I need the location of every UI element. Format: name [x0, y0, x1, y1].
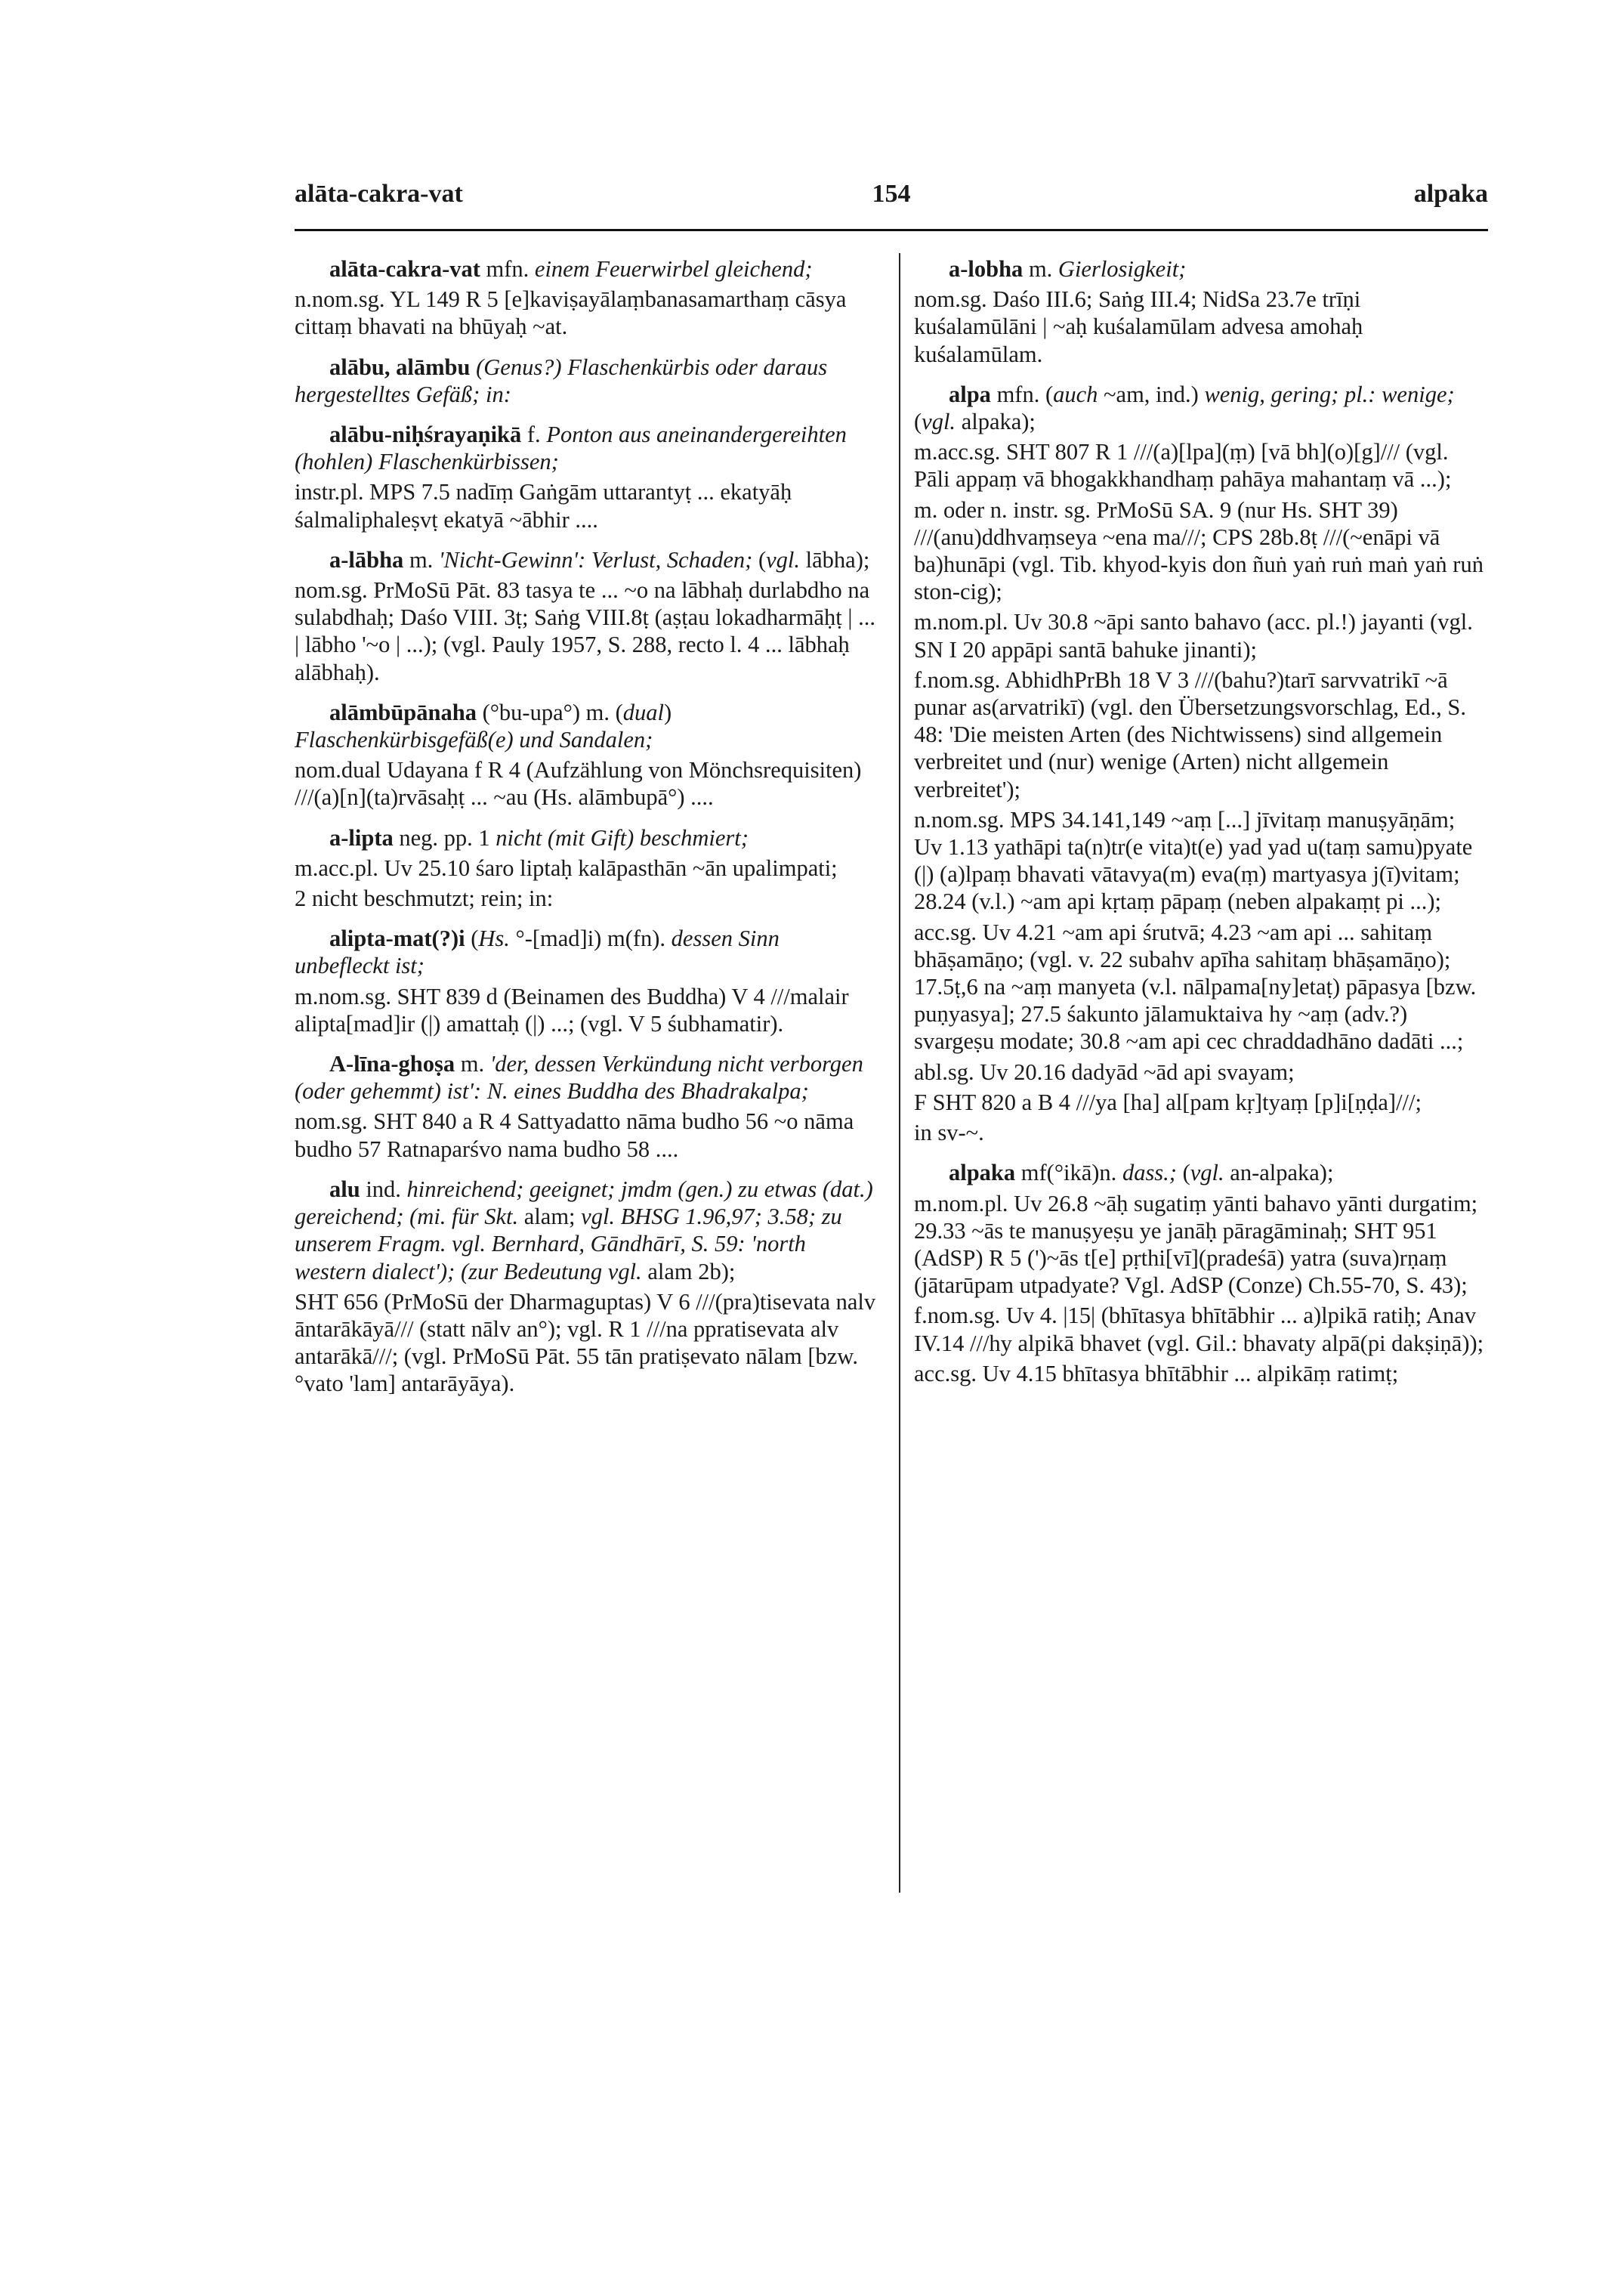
entry-gloss: Ponton aus aneinandergereihten (hohlen) Flaschenkürbissen;: [295, 422, 847, 475]
entry-definition: [295, 546, 876, 573]
entry-citation: SHT 656 (PrMoSū der Dharmaguptas) V 6 ///(pra)tisevata nalv āntarākāyā/// (statt nālv an°); vgl. R 1 ///na ppratisevata alv antarākā///; (vgl. PrMoSū Pāt. 55 tān pratiṣevato nālam [bzw. °vato 'lam] antarāyāya).: [295, 1288, 876, 1397]
entry-definition: [295, 1176, 876, 1285]
entry-lemma: A-līna-ghoṣa: [329, 1051, 455, 1077]
entry-gloss: alam;: [518, 1204, 582, 1230]
entry-gloss: 'der, dessen Verkündung nicht verborgen (oder gehemmt) ist': N. eines Buddha des Bhadrakalpa;: [295, 1051, 863, 1105]
left-column: [295, 255, 876, 1411]
entry-definition: [295, 255, 876, 283]
entry-lemma: alu: [329, 1176, 360, 1202]
entry-gloss: (: [465, 926, 479, 952]
entry-citation: abl.sg. Uv 20.16 dadyād ~ād api svayam;: [914, 1059, 1295, 1085]
entry-lemma: alābu, alāmbu: [329, 354, 471, 380]
entry-definition: [295, 1050, 876, 1105]
entry-gloss: dass.;: [1122, 1160, 1177, 1186]
right-column: [914, 255, 1488, 1400]
dictionary-entry: [914, 1159, 1488, 1387]
dictionary-entry: [914, 255, 1488, 368]
entry-gloss: alam 2b);: [641, 1258, 736, 1284]
entry-definition: [914, 1159, 1488, 1186]
entry-gloss: hinreichend; geeignet; jmdm (gen.) zu etwas (dat.) gereichend; (mi. für Skt.: [295, 1176, 873, 1230]
entry-gloss: (°bu-upa°) m. (: [476, 699, 623, 725]
entry-citation: acc.sg. Uv 4.21 ~am api śrutvā; 4.23 ~am api ... sahitaṃ bhāṣamāṇo; (vgl. v. 22 subahv apīha sahitaṃ bhāṣamāṇo); 17.5ṭ,6 na ~aṃ manyeta (v.l. nālpama[ny]etaṭ) pāpasya [bzw. puṇyasya]; 27.5 śakunto jālamuktaiva hy ~aṃ (adv.?) svargeṣu modate; 30.8 ~am api cec chraddadhāno dadāti ...;: [914, 919, 1477, 1055]
entry-lemma: a-lobha: [949, 256, 1023, 282]
entry-gloss: mf(°ikā)n.: [1015, 1160, 1122, 1186]
entry-definition: [295, 699, 876, 753]
entry-definition: [295, 925, 876, 979]
entry-gloss: 'Nicht-Gewinn': Verlust, Schaden;: [438, 546, 753, 573]
entry-citation: acc.sg. Uv 4.15 bhītasya bhītābhir ... alpikāṃ ratimṭ;: [914, 1360, 1399, 1386]
entry-lemma: alāmbūpānaha: [329, 699, 477, 725]
entry-gloss: dessen Sinn unbefleckt ist;: [295, 926, 780, 979]
entry-gloss: lābha);: [800, 546, 870, 573]
entry-gloss: mfn. (: [990, 381, 1054, 407]
entry-citation: 2 nicht beschmutzt; rein; in:: [295, 886, 554, 912]
header-right-keyword: alpaka: [1413, 180, 1488, 208]
entry-citation: nom.sg. Daśo III.6; Saṅg III.4; NidSa 23.7e trīṇi kuśalamūlāni | ~aḥ kuśalamūlam advesa amohaḥ kuśalamūlam.: [914, 286, 1363, 367]
entry-citation: nom.sg. SHT 840 a R 4 Sattyadatto nāma budho 56 ~o nāma budho 57 Ratnaparśvo nama budho 58 ....: [295, 1108, 854, 1162]
entry-gloss: vgl. BHSG 1.96,97; 3.58; zu unserem Fragm. vgl. Bernhard, Gāndhārī, S. 59: 'north western dialect'); (zur Bedeutung vgl.: [295, 1204, 842, 1284]
entry-definition: [914, 381, 1488, 435]
entry-lemma: alpaka: [949, 1160, 1016, 1186]
entry-gloss: alpaka);: [956, 409, 1036, 435]
entry-gloss: Flaschenkürbisgefäß(e) und Sandalen;: [295, 727, 653, 753]
entry-citation: m. oder n. instr. sg. PrMoSū SA. 9 (nur Hs. SHT 39) ///(anu)ddhvaṃseya ~ena ma///; CPS 28b.8ṭ ///(~enāpi vā ba)hunāpi (vgl. Tib. khyod-kyis don ñuṅ yaṅ ruṅ maṅ yaṅ ruṅ ston-cig);: [914, 496, 1484, 605]
entry-citation: m.acc.sg. SHT 807 R 1 ///(a)[lpa](ṃ) [vā bh](o)[g]/// (vgl. Pāli appaṃ vā bhogakkhandhaṃ pahāya mahantaṃ vā ...);: [914, 439, 1452, 493]
entry-gloss: (: [752, 546, 767, 573]
entry-lemma: alābu-niḥśrayaṇikā: [329, 422, 522, 448]
entry-citation: n.nom.sg. YL 149 R 5 [e]kaviṣayālaṃbanasamarthaṃ cāsya cittaṃ bhavati na bhūyaḥ ~at.: [295, 286, 847, 340]
entry-lemma: alipta-mat(?)i: [329, 926, 465, 952]
entry-gloss: Hs.: [478, 926, 510, 952]
entry-gloss: [470, 354, 476, 380]
entry-gloss: neg. pp. 1: [393, 824, 496, 851]
page-number: 154: [872, 180, 911, 208]
entry-gloss: m.: [455, 1051, 490, 1077]
entry-gloss: (: [914, 409, 922, 435]
column-divider: [899, 253, 900, 1893]
entry-citation: in sv-~.: [914, 1120, 984, 1146]
entry-lemma: alpa: [949, 381, 991, 407]
dictionary-entry: [295, 354, 876, 408]
running-head: [295, 180, 1488, 218]
entry-lemma: alāta-cakra-vat: [329, 256, 480, 282]
entry-gloss: (Genus?) Flaschenkürbis oder daraus hergestelltes Gefäß; in:: [295, 354, 828, 407]
dictionary-entry: [295, 1050, 876, 1163]
entry-gloss: m.: [1023, 256, 1058, 282]
dictionary-entry: [914, 381, 1488, 1146]
entry-citation: n.nom.sg. MPS 34.141,149 ~aṃ [...] jīvitaṃ manuṣyāṇām; Uv 1.13 yathāpi ta(n)tr(e vita)t(e) yad yad u(taṃ samu)pyate (|) (a)lpaṃ bhavati vātavya(m) eva(ṃ) martyasya j(ī)vitam; 28.24 (v.l.) ~am api kṛtaṃ pāpaṃ (neben alpakaṃṭ pi ...);: [914, 806, 1473, 915]
entry-definition: [914, 255, 1488, 283]
entry-gloss: f.: [521, 422, 547, 448]
entry-gloss: vgl.: [766, 546, 801, 573]
entry-definition: [295, 354, 876, 408]
entry-gloss: ): [663, 699, 672, 725]
entry-citation: m.acc.pl. Uv 25.10 śaro liptaḥ kalāpasthān ~ān upalimpati;: [295, 855, 838, 881]
entry-definition: [295, 421, 876, 475]
dictionary-entry: [295, 1176, 876, 1398]
entry-citation: F SHT 820 a B 4 ///ya [ha] al[pam kṛ]tyaṃ [p]i[ṇḍa]///;: [914, 1089, 1422, 1115]
entry-gloss: vgl.: [922, 409, 956, 435]
entry-citation: nom.dual Udayana f R 4 (Aufzählung von Mönchsrequisiten) ///(a)[n](ta)rvāsaḥṭ ... ~au (Hs. alāmbupā°) ....: [295, 757, 862, 811]
entry-citation: f.nom.sg. AbhidhPrBh 18 V 3 ///(bahu?)tarī sarvvatrikī ~ā punar as(arvatrikī) (vgl. den Übersetzungsvorschlag, Ed., S. 48: 'Die meisten Arten (des Nichtwissens) sind allgemein verbreitet und (nur) wenige (Arten) nicht allgemein verbreitet');: [914, 666, 1466, 802]
entry-citation: m.nom.pl. Uv 30.8 ~āpi santo bahavo (acc. pl.!) jayanti (vgl. SN I 20 appāpi santā bahuke jinanti);: [914, 609, 1473, 663]
dictionary-entry: [295, 699, 876, 811]
entry-gloss: ~am, ind.): [1098, 381, 1205, 407]
entry-citation: nom.sg. PrMoSū Pāt. 83 tasya te ... ~o na lābhaḥ durlabdho na sulabdhaḥ; Daśo VIII. 3ṭ; Saṅg VIII.8ṭ (aṣṭau lokadharmāḥṭ | ... | lābho '~o | ...); (vgl. Pauly 1957, S. 288, recto l. 4 ... lābhaḥ alābhaḥ).: [295, 577, 876, 685]
entry-gloss: dual: [622, 699, 664, 725]
entry-citation: f.nom.sg. Uv 4. |15| (bhītasya bhītābhir ... a)lpikā ratiḥ; Anav IV.14 ///hy alpikā bhavet (vgl. Gil.: bhavaty alpā(pi dakṣiṇā));: [914, 1303, 1484, 1356]
entry-gloss: einem Feuerwirbel gleichend;: [534, 256, 813, 282]
header-rule: [295, 229, 1488, 231]
dictionary-entry: [295, 546, 876, 686]
entry-gloss: m.: [403, 546, 439, 573]
dictionary-entry: [295, 255, 876, 341]
entry-lemma: a-lābha: [329, 546, 404, 573]
entry-gloss: vgl.: [1190, 1160, 1224, 1186]
dictionary-entry: [295, 925, 876, 1037]
entry-gloss: mfn.: [480, 256, 535, 282]
dictionary-entry: [295, 824, 876, 913]
entry-gloss: °-[mad]i) m(fn).: [509, 926, 672, 952]
entry-gloss: (: [1176, 1160, 1190, 1186]
header-left-keyword: alāta-cakra-vat: [295, 180, 463, 208]
entry-gloss: ind.: [360, 1176, 407, 1202]
entry-citation: instr.pl. MPS 7.5 nadīṃ Gaṅgām uttarantyṭ ... ekatyāḥ śalmaliphaleṣvṭ ekatyā ~ābhir ....: [295, 479, 792, 533]
entry-gloss: nicht (mit Gift) beschmiert;: [496, 824, 749, 851]
entry-gloss: Gierlosigkeit;: [1057, 256, 1187, 282]
entry-gloss: an-alpaka);: [1224, 1160, 1334, 1186]
entry-citation: m.nom.sg. SHT 839 d (Beinamen des Buddha) V 4 ///malair alipta[mad]ir (|) amattaḥ (|) ...; (vgl. V 5 śubhamatir).: [295, 983, 849, 1037]
entry-definition: [295, 824, 876, 852]
dictionary-entry: [295, 421, 876, 533]
entry-citation: m.nom.pl. Uv 26.8 ~āḥ sugatiṃ yānti bahavo yānti durgatim; 29.33 ~ās te manuṣyeṣu ye janāḥ pāragāminaḥ; SHT 951 (AdSP) R 5 (')~ās t[e] pṛthi[vī](pradeśā) yatra (suva)rṇaṃ (jātarūpam utpadyate? Vgl. AdSP (Conze) Ch.55-70, S. 43);: [914, 1190, 1478, 1299]
entry-lemma: a-lipta: [329, 824, 394, 851]
entry-gloss: wenig, gering; pl.: wenige;: [1204, 381, 1455, 407]
entry-gloss: auch: [1053, 381, 1098, 407]
